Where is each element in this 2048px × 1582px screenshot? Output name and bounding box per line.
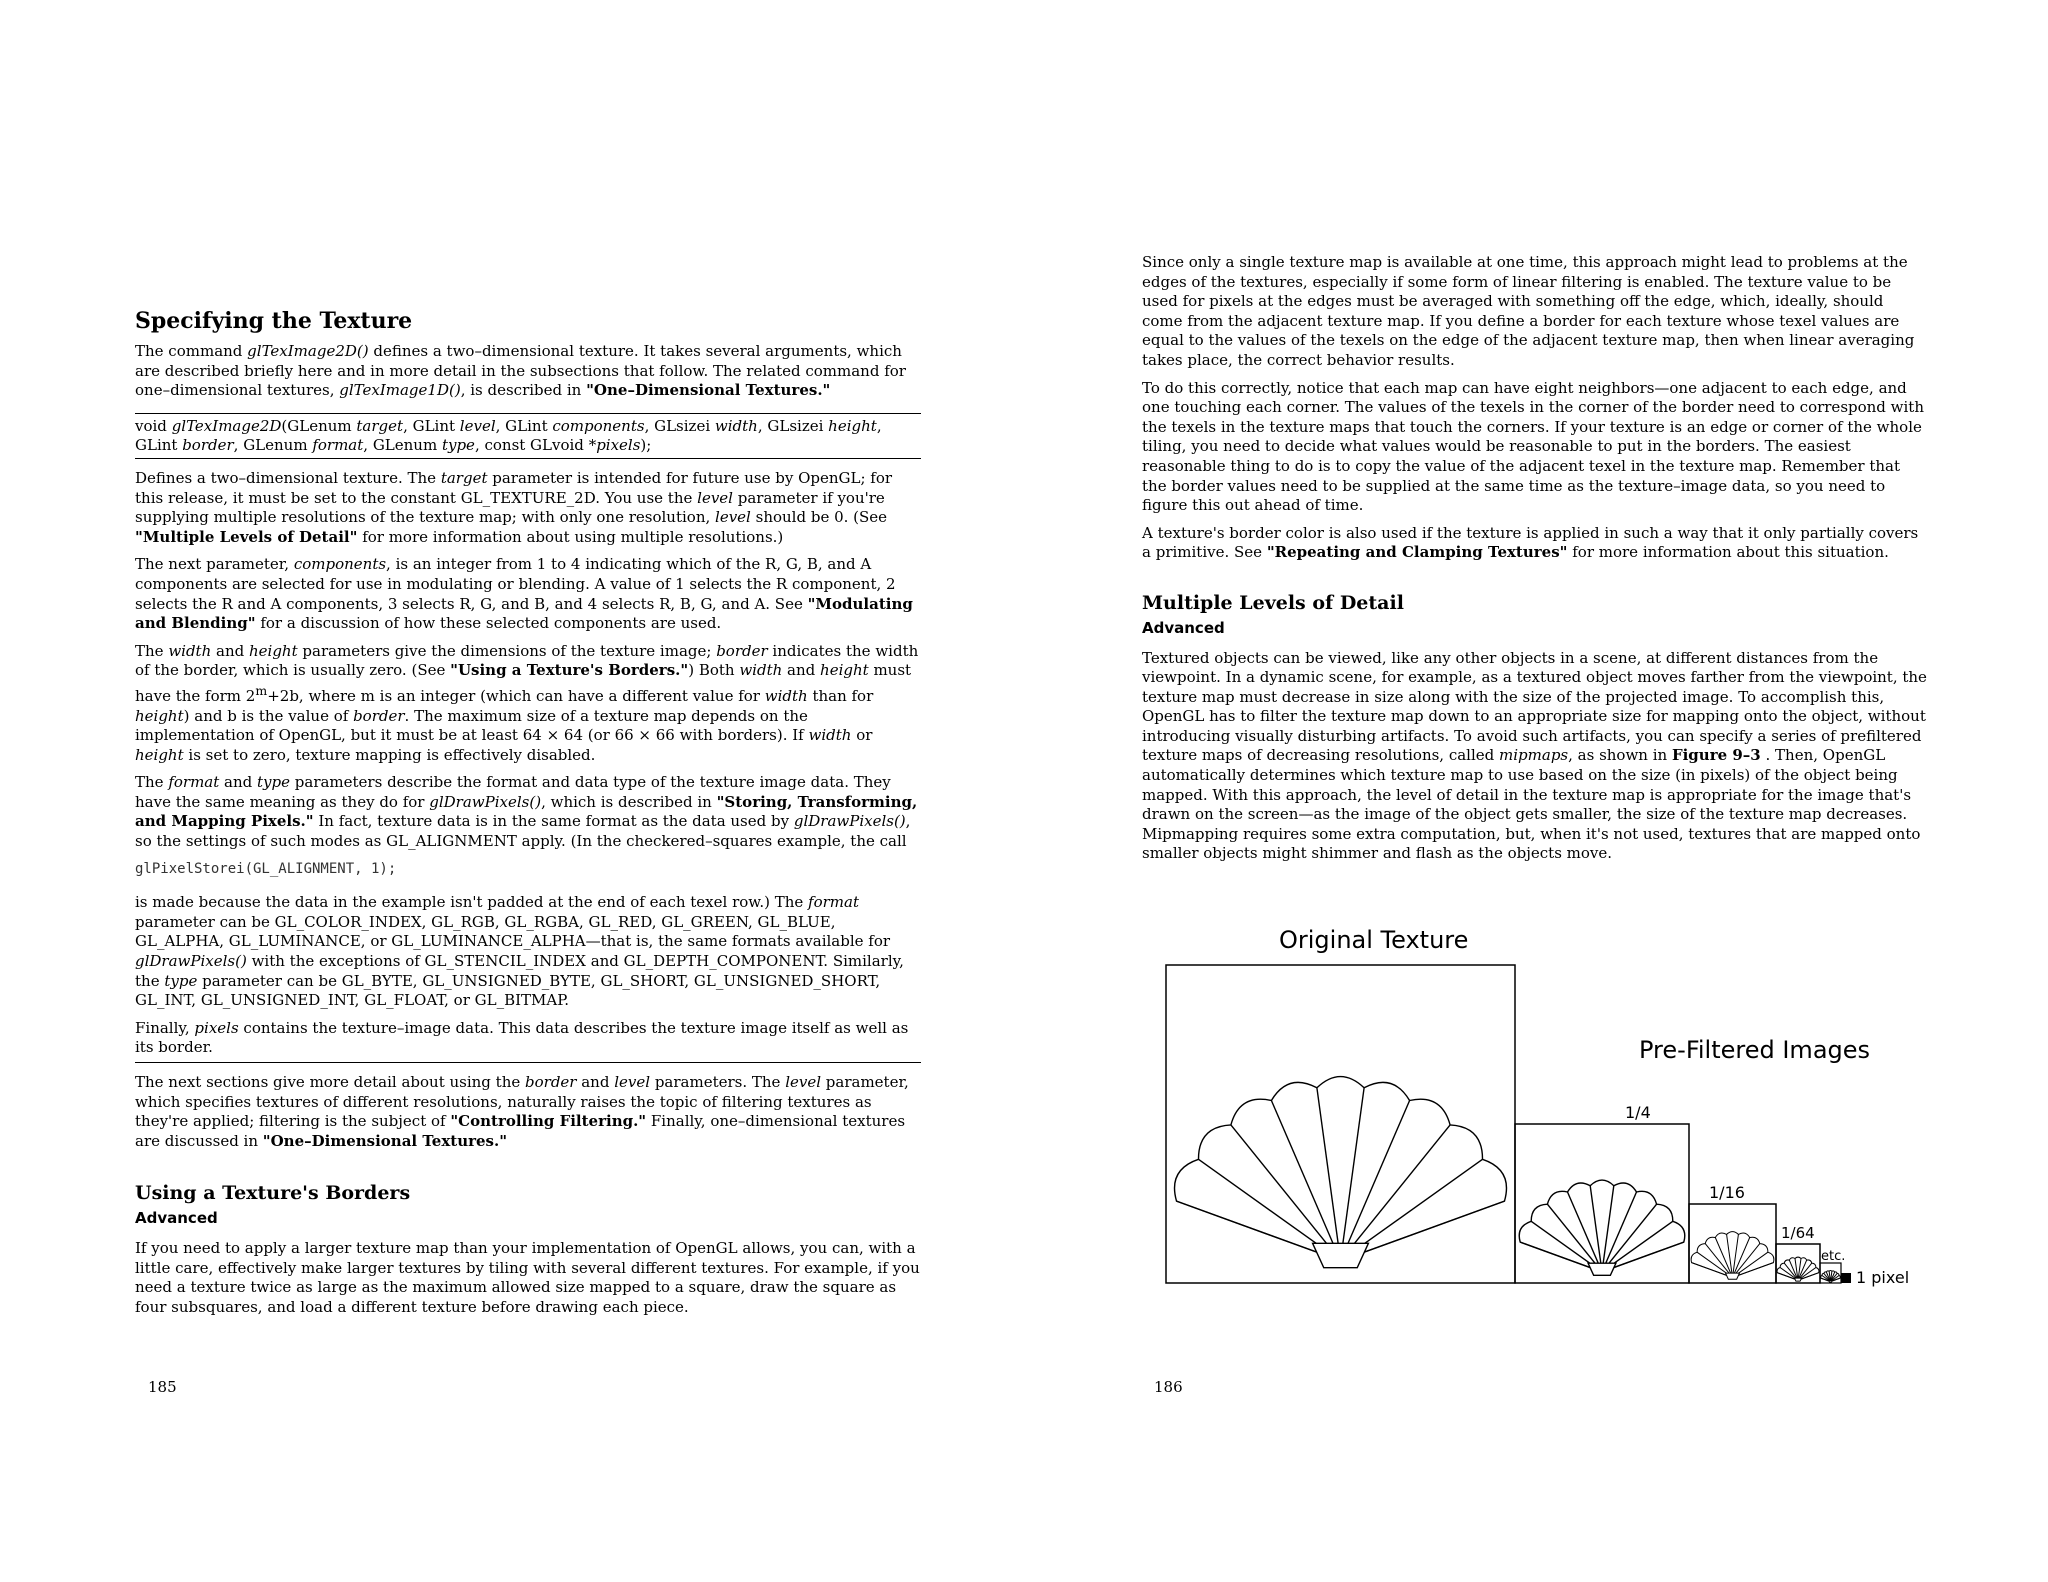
shell-icon-quarter	[1519, 1180, 1685, 1275]
shell-illustrations	[1175, 1077, 1841, 1282]
paragraph-width-height: The width and height parameters give the dimensions of the texture image; border indicates the width of the border, which is usually zero. (See "Using a Texture's Borders.") Both width and height must have the form $2^m+2b$, where m is an integer (which can have a different value for width than for height) and b is the value of border. The maximum size of a texture map depends on the implementation of OpenGL, but it must be at least 64 × 64 (or 66 × 66 with borders). If width or height is set to zero, texture mapping is effectively disabled.	[135, 641, 919, 764]
mipmap-figure	[1149, 910, 1939, 1290]
prefiltered-label: Pre-Filtered Images	[1639, 1036, 1871, 1064]
section-heading-specifying-texture: Specifying the Texture	[135, 308, 413, 334]
function-prototype: void glTexImage2D(GLenum target, GLint level, GLint components, GLsizei width, GLsizei height, GLint border, GLenum format, GLenum type, const GLvoid *pixels);	[135, 413, 921, 459]
cross-reference-link[interactable]: "Storing, Transforming, and Mapping Pixels."	[135, 792, 918, 831]
mipmap-box-one-pixel	[1841, 1273, 1851, 1283]
paragraph-mipmaps: Textured objects can be viewed, like any other objects in a scene, at different distances from the viewpoint. In a dynamic scene, for example, as a textured object moves farther from the viewpoint, the texture map must decrease in size along with the size of the projected image. To accomplish this, OpenGL has to filter the texture map down to an appropriate size for mapping onto the object, without introducing visually disturbing artifacts. To avoid such artifacts, you can specify a series of prefiltered texture maps of decreasing resolutions, called mipmaps, as shown in Figure 9–3 . Then, OpenGL automatically determines which texture map to use based on the size (in pixels) of the object being mapped. With this approach, the level of detail in the texture map is appropriate for the image that's drawn on the screen—as the image of the object gets smaller, the size of the texture map decreases. Mipmapping requires some extra computation, but, when it's not used, textures that are mapped onto smaller objects might shimmer and flash as the objects move.	[1142, 648, 1927, 863]
advanced-label: Advanced	[1142, 618, 1225, 637]
code-sample: glPixelStorei(GL_ALIGNMENT, 1);	[135, 860, 397, 877]
shell-icon-original	[1175, 1077, 1507, 1268]
paragraph-components: The next parameter, components, is an integer from 1 to 4 indicating which of the R, G, B, and A components are selected for use in modulating or blending. A value of 1 selects the R component, 2 selects the R and A components, 3 selects R, G, and B, and 4 selects R, B, G, and A. See "Modulating and Blending" for a discussion of how these selected components are used.	[135, 555, 913, 633]
paragraph-format-type: The format and type parameters describe the format and data type of the texture image data. They have the same meaning as they do for glDrawPixels(), which is described in "Storing, Transforming, and Mapping Pixels." In fact, texture data is in the same format as the data used by glDrawPixels(), so the settings of such modes as GL_ALIGNMENT apply. (In the checkered–squares example, the call	[135, 773, 918, 851]
paragraph-border-color: A texture's border color is also used if the texture is applied in such a way that it only partially covers a primitive. See "Repeating and Clamping Textures" for more information about this situation.	[1142, 523, 1919, 562]
paragraph-pixels: Finally, pixels contains the texture–image data. This data describes the texture image itself as well as its border.	[135, 1018, 909, 1057]
cross-reference-link[interactable]: "One–Dimensional Textures."	[586, 381, 831, 400]
cross-reference-link[interactable]: "Modulating and Blending"	[135, 594, 913, 633]
paragraph-next-sections: The next sections give more detail about using the border and level parameters. The level parameter, which specifies textures of different resolutions, naturally raises the topic of filtering textures as they're applied; filtering is the subject of "Controlling Filtering." Finally, one–dimensional textures are discussed in "One–Dimensional Textures."	[135, 1073, 909, 1150]
divider-rule	[135, 1062, 921, 1063]
paragraph-larger-texture: If you need to apply a larger texture map than your implementation of OpenGL allows, you can, with a little care, effectively make larger textures by tiling with several different textures. For example, if you need a texture twice as large as the maximum allowed size mapped to a square, draw the square as four subsquares, and load a different texture before drawing each piece.	[135, 1238, 920, 1316]
level-label-etc: etc.	[1821, 1249, 1846, 1264]
level-label-quarter: 1/4	[1625, 1103, 1651, 1122]
paragraph-neighbors: To do this correctly, notice that each map can have eight neighbors—one adjacent to each edge, and one touching each corner. The values of the texels in the corner of the border need to correspond with the texels in the texture maps that touch the corners. If your texture is an edge or corner of the whole tiling, you need to decide what values would be reasonable to put in the borders. The easiest reasonable thing to do is to copy the value of the adjacent texel in the texture map. Remember that the border values need to be supplied at the same time as the texture–image data, so you need to figure this out ahead of time.	[1142, 378, 1924, 515]
shell-icon-sixteenth	[1691, 1232, 1774, 1280]
figure-reference-link[interactable]: Figure 9–3	[1671, 746, 1761, 765]
left-column	[135, 308, 921, 1325]
paragraph-format-values: is made because the data in the example isn't padded at the end of each texel row.) The format parameter can be GL_COLOR_INDEX, GL_RGB, GL_RGBA, GL_RED, GL_GREEN, GL_BLUE, GL_ALPHA, GL_LUMINANCE, or GL_LUMINANCE_ALPHA—that is, the same formats available for glDrawPixels() with the exceptions of GL_STENCIL_INDEX and GL_DEPTH_COMPONENT. Similarly, the type parameter can be GL_BYTE, GL_UNSIGNED_BYTE, GL_SHORT, GL_UNSIGNED_SHORT, GL_INT, GL_UNSIGNED_INT, GL_FLOAT, or GL_BITMAP.	[135, 893, 904, 1010]
right-page	[1024, 0, 2048, 1582]
level-label-sixtyfourth: 1/64	[1781, 1224, 1815, 1242]
section-heading-levels-detail: Multiple Levels of Detail	[1142, 591, 1404, 614]
paragraph-target: Defines a two–dimensional texture. The target parameter is intended for future use by OpenGL; for this release, it must be set to the constant GL_TEXTURE_2D. You use the level parameter if you're supplying multiple resolutions of the texture map; with only one resolution, level should be 0. (See "Multiple Levels of Detail" for more information about using multiple resolutions.)	[135, 468, 893, 546]
page-number: 185	[148, 1378, 177, 1396]
shell-icon-sixtyfourth	[1777, 1257, 1819, 1281]
section-heading-texture-borders: Using a Texture's Borders	[135, 1182, 411, 1205]
shell-icon-etc	[1820, 1271, 1840, 1283]
right-column	[1142, 253, 1928, 872]
level-label-one-pixel: 1 pixel	[1856, 1268, 1910, 1287]
advanced-label: Advanced	[135, 1209, 218, 1228]
original-texture-label: Original Texture	[1279, 926, 1469, 954]
cross-reference-link[interactable]: "Repeating and Clamping Textures"	[1266, 543, 1568, 562]
cross-reference-link[interactable]: "Using a Texture's Borders."	[450, 661, 689, 680]
cross-reference-link[interactable]: "One–Dimensional Textures."	[262, 1131, 508, 1150]
paragraph-single-texture: Since only a single texture map is available at one time, this approach might lead to problems at the edges of the textures, especially if some form of linear filtering is enabled. The texture value to be used for pixels at the edges must be averaged with something off the edge, which, ideally, should come from the adjacent texture map. If you define a border for each texture whose texel values are equal to the values of the texels on the edge of the adjacent texture map, then when linear averaging takes place, the correct behavior results.	[1142, 253, 1915, 369]
cross-reference-link[interactable]: "Controlling Filtering."	[450, 1112, 647, 1131]
level-label-sixteenth: 1/16	[1709, 1183, 1745, 1202]
page-number: 186	[1154, 1378, 1183, 1396]
intro-paragraph: The command glTexImage2D() defines a two–dimensional texture. It takes several arguments, which are described briefly here and in more detail in the subsections that follow. The related command for one–dimensional textures, glTexImage1D(), is described in "One–Dimensional Textures."	[135, 342, 906, 400]
cross-reference-link[interactable]: "Multiple Levels of Detail"	[135, 527, 358, 546]
